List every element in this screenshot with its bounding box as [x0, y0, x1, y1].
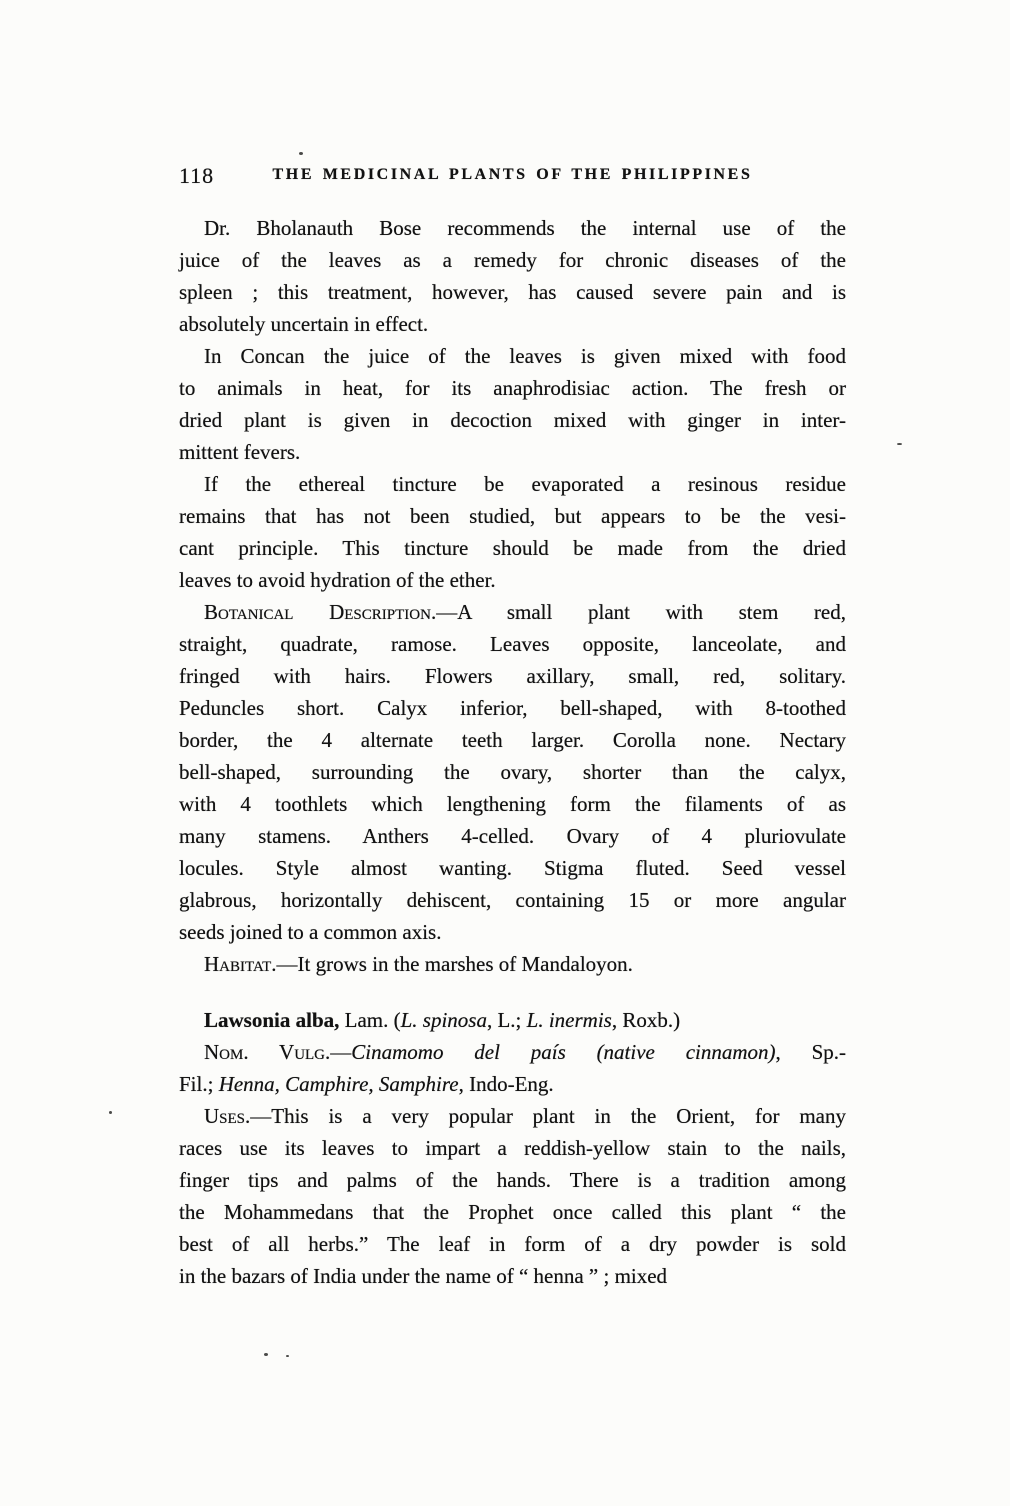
text-segment: seeds joined to a common axis.: [179, 920, 442, 944]
species-heading-lawsonia-alba: [179, 1004, 846, 1036]
text-segment: L. spinosa: [400, 1008, 487, 1032]
text-segment: Lam. (: [339, 1008, 401, 1032]
text-segment: , Roxb.): [611, 1008, 681, 1032]
text-segment: cant principle. This tincture should be made from the dried: [179, 536, 846, 560]
text-line: [179, 340, 846, 372]
text-segment: Nom. Vulg.: [204, 1040, 331, 1064]
text-segment: If the ethereal tincture be evaporated a resinous residue: [204, 472, 846, 496]
text-segment: bell-shaped, surrounding the ovary, shorter than the calyx,: [179, 760, 846, 784]
text-line: [179, 404, 846, 436]
text-line: [179, 532, 846, 564]
text-segment: Lawsonia alba,: [204, 1008, 340, 1032]
text-segment: Dr. Bholanauth Bose recommends the internal use of the: [204, 216, 846, 240]
text-line: [179, 724, 846, 756]
text-segment: —A small plant with stem red,: [436, 600, 846, 624]
text-segment: with 4 toothlets which lengthening form the filaments of as: [179, 792, 846, 816]
text-line: [179, 308, 846, 340]
text-line: [179, 244, 846, 276]
scan-speck: [897, 443, 902, 445]
text-line: [179, 596, 846, 628]
text-segment: many stamens. Anthers 4-celled. Ovary of 4 pluriovulate: [179, 824, 846, 848]
text-line: [179, 500, 846, 532]
text-line: [179, 436, 846, 468]
text-line: [179, 372, 846, 404]
text-segment: juice of the leaves as a remedy for chronic diseases of the: [179, 248, 846, 272]
text-line: [179, 756, 846, 788]
text-segment: Fil.;: [179, 1072, 219, 1096]
text-segment: Habitat.: [204, 952, 277, 976]
text-segment: Henna, Camphire, Samphire: [218, 1072, 459, 1096]
text-segment: border, the 4 alternate teeth larger. Corolla none. Nectary: [179, 728, 846, 752]
running-title: THE MEDICINAL PLANTS OF THE PHILIPPINES: [272, 166, 753, 183]
text-segment: races use its leaves to impart a reddish-yellow stain to the nails,: [179, 1136, 846, 1160]
text-segment: Peduncles short. Calyx inferior, bell-shaped, with 8-toothed: [179, 696, 846, 720]
text-segment: fringed with hairs. Flowers axillary, small, red, solitary.: [179, 664, 846, 688]
text-line: [179, 1260, 846, 1292]
text-segment: spleen ; this treatment, however, has caused severe pain and is: [179, 280, 846, 304]
text-line: [179, 1228, 846, 1260]
text-segment: , Indo-Eng.: [458, 1072, 554, 1096]
scan-speck: [264, 1353, 268, 1356]
text-segment: straight, quadrate, ramose. Leaves opposite, lanceolate, and: [179, 632, 846, 656]
text-segment: —It grows in the marshes of Mandaloyon.: [276, 952, 633, 976]
text-segment: glabrous, horizontally dehiscent, containing 15 or more angular: [179, 888, 846, 912]
para-concan: [179, 340, 846, 468]
text-segment: in the bazars of India under the name of “ henna ” ; mixed: [179, 1264, 668, 1288]
text-segment: to animals in heat, for its anaphrodisiac action. The fresh or: [179, 376, 846, 400]
para-uses: [179, 1100, 846, 1292]
text-segment: In Concan the juice of the leaves is given mixed with food: [204, 344, 846, 368]
para-ethereal-tincture: [179, 468, 846, 596]
para-bholanauth-bose: [179, 212, 846, 340]
text-line: [179, 820, 846, 852]
text-line: [179, 1164, 846, 1196]
text-line: [179, 1004, 846, 1036]
text-line: [179, 1036, 846, 1068]
para-habitat: [179, 948, 846, 980]
text-line: [179, 628, 846, 660]
page-number: 118: [179, 163, 215, 188]
text-line: [179, 660, 846, 692]
text-line: [179, 1100, 846, 1132]
text-line: [179, 564, 846, 596]
text-line: [179, 884, 846, 916]
scan-speck: [286, 1355, 289, 1357]
text-line: [179, 276, 846, 308]
text-segment: leaves to avoid hydration of the ether.: [179, 568, 496, 592]
scan-speck: [109, 1111, 112, 1114]
running-head: [179, 163, 846, 191]
text-line: [179, 1196, 846, 1228]
text-line: [179, 852, 846, 884]
text-line: [179, 788, 846, 820]
text-segment: locules. Style almost wanting. Stigma fluted. Seed vessel: [179, 856, 846, 880]
text-segment: —This is a very popular plant in the Orient, for many: [250, 1104, 846, 1128]
text-segment: best of all herbs.” The leaf in form of a dry powder is sold: [179, 1232, 846, 1256]
text-line: [179, 212, 846, 244]
scan-speck: [299, 152, 303, 155]
text-segment: Uses.: [204, 1104, 251, 1128]
text-segment: , Sp.-: [775, 1040, 847, 1064]
text-line: [179, 1068, 846, 1100]
text-segment: dried plant is given in decoction mixed with ginger in inter-: [179, 408, 846, 432]
text-line: [179, 1132, 846, 1164]
page-text: [179, 212, 846, 1292]
text-segment: finger tips and palms of the hands. There is a tradition among: [179, 1168, 846, 1192]
text-line: [179, 692, 846, 724]
text-line: [179, 948, 846, 980]
text-segment: L. inermis: [526, 1008, 612, 1032]
text-segment: Botanical Description.: [204, 600, 437, 624]
text-segment: remains that has not been studied, but appears to be the vesi-: [179, 504, 846, 528]
para-botanical-description: [179, 596, 846, 948]
text-line: [179, 916, 846, 948]
text-line: [179, 468, 846, 500]
text-segment: mittent fevers.: [179, 440, 301, 464]
text-segment: , L.;: [486, 1008, 527, 1032]
text-segment: absolutely uncertain in effect.: [179, 312, 429, 336]
text-segment: Cinamomo del país (native cinnamon): [351, 1040, 776, 1064]
text-segment: —: [330, 1040, 352, 1064]
para-nom-vulg: [179, 1036, 846, 1100]
text-segment: the Mohammedans that the Prophet once called this plant “ the: [179, 1200, 846, 1224]
